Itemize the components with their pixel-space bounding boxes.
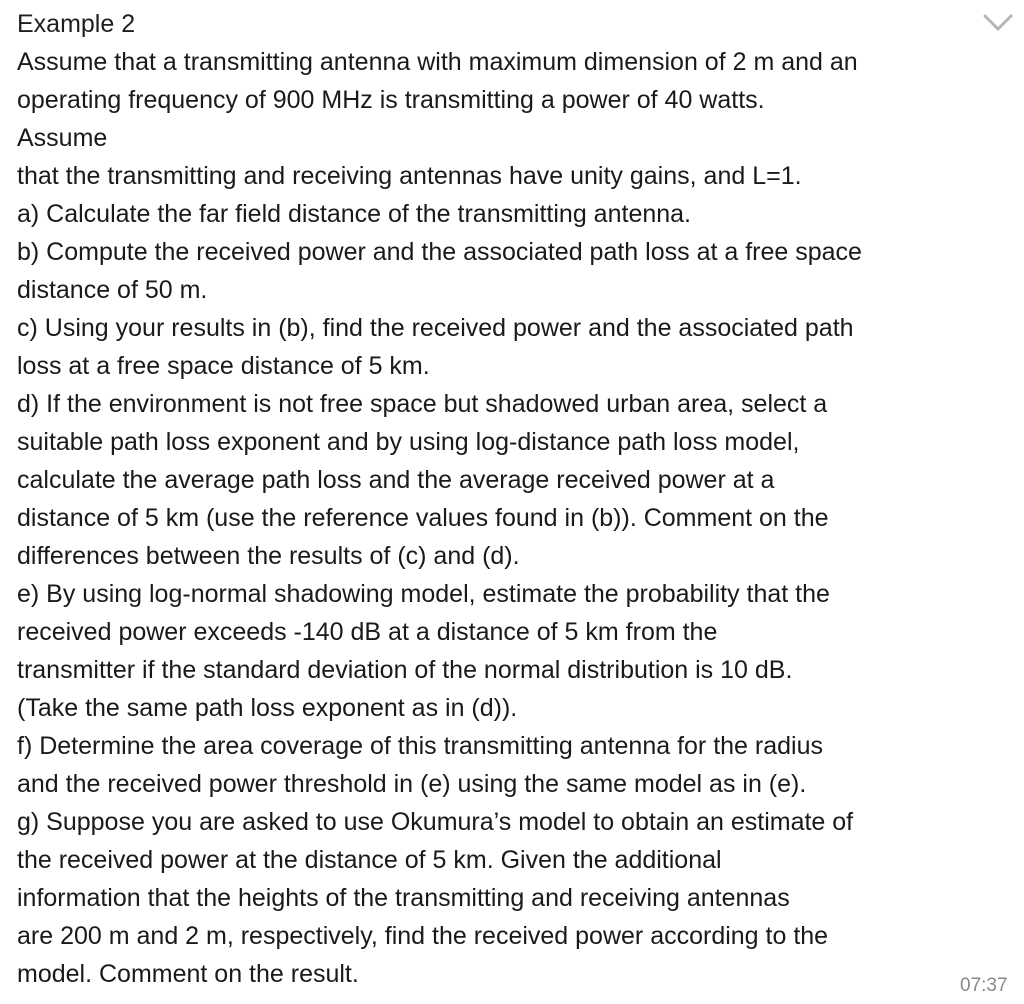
message-line: that the transmitting and receiving antennas have unity gains, and L=1. xyxy=(17,162,802,190)
message-line: Assume that a transmitting antenna with maximum dimension of 2 m and an xyxy=(17,48,858,76)
message-line: are 200 m and 2 m, respectively, find the received power according to the xyxy=(17,922,829,950)
message-line: model. Comment on the result. xyxy=(17,960,359,988)
message-line: d) If the environment is not free space but shadowed urban area, select a xyxy=(17,390,828,418)
message-line: loss at a free space distance of 5 km. xyxy=(17,352,430,380)
message-line: distance of 5 km (use the reference values found in (b)). Comment on the xyxy=(17,504,829,532)
message-line: c) Using your results in (b), find the received power and the associated path xyxy=(17,314,854,342)
message-line: and the received power threshold in (e) using the same model as in (e). xyxy=(17,770,807,798)
message-title: Example 2 xyxy=(17,10,136,38)
message-line: f) Determine the area coverage of this transmitting antenna for the radius xyxy=(17,732,823,760)
message-line: a) Calculate the far field distance of the transmitting antenna. xyxy=(17,200,691,228)
message-line: g) Suppose you are asked to use Okumura’s model to obtain an estimate of xyxy=(17,808,854,836)
message-line: transmitter if the standard deviation of the normal distribution is 10 dB. xyxy=(17,656,793,684)
message-line: the received power at the distance of 5 km. Given the additional xyxy=(17,846,722,874)
message-line: differences between the results of (c) and (d). xyxy=(17,542,520,570)
message-line: calculate the average path loss and the average received power at a xyxy=(17,466,775,494)
message-line: Assume xyxy=(17,124,108,152)
message-line: received power exceeds -140 dB at a distance of 5 km from the xyxy=(17,618,718,646)
message-line: suitable path loss exponent and by using log-distance path loss model, xyxy=(17,428,800,456)
message-line: information that the heights of the transmitting and receiving antennas xyxy=(17,884,790,912)
message-body xyxy=(17,43,1017,993)
message-timestamp: 07:37 xyxy=(960,975,1008,996)
message-line: (Take the same path loss exponent as in (d)). xyxy=(17,694,518,722)
message-line: e) By using log-normal shadowing model, estimate the probability that the xyxy=(17,580,830,608)
message-line: operating frequency of 900 MHz is transmitting a power of 40 watts. xyxy=(17,86,765,114)
message-line: b) Compute the received power and the associated path loss at a free space xyxy=(17,238,862,266)
message-line: distance of 50 m. xyxy=(17,276,208,304)
chevron-down-icon[interactable] xyxy=(983,14,1013,32)
